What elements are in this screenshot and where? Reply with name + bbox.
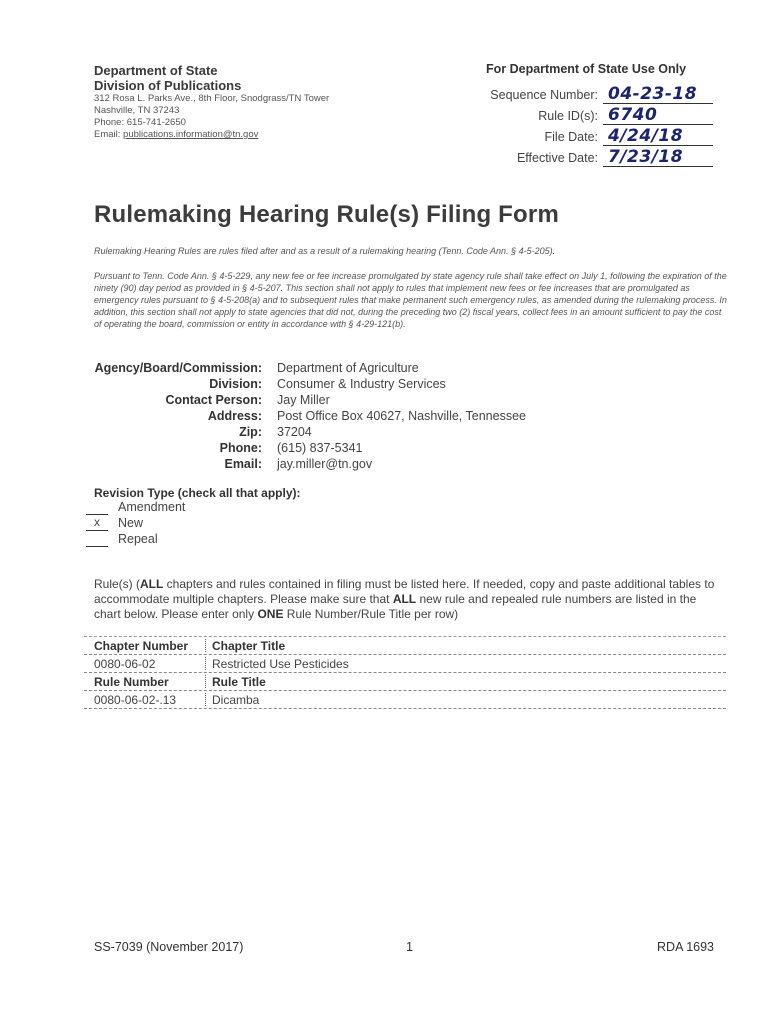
zip-label: Zip: <box>239 425 262 439</box>
publisher-info <box>94 63 394 141</box>
email-row <box>94 457 734 473</box>
page-number: 1 <box>406 940 413 954</box>
contact-person-label: Contact Person: <box>165 393 262 407</box>
publisher-address: 312 Rosa L. Parks Ave., 8th Floor, Snodgrass/TN Tower <box>94 93 330 104</box>
publisher-email-link[interactable]: publications.information@tn.gov <box>123 129 259 140</box>
rulemaking-note: Rulemaking Hearing Rules are rules filed after and as a result of a rulemaking hearing (Tenn. Code Ann. § 4-5-205). <box>94 246 556 256</box>
chapter-number-cell[interactable]: 0080-06-02 <box>94 657 156 671</box>
revision-checkbox-amendment[interactable] <box>86 500 108 515</box>
email-label: Email: <box>224 457 262 471</box>
revision-checkbox-repeal[interactable] <box>86 532 108 547</box>
office-use-title: For Department of State Use Only <box>486 62 687 76</box>
sequence-number-row <box>486 86 726 106</box>
chapter-title-header: Chapter Title <box>212 639 286 653</box>
contact-person-row <box>94 393 734 409</box>
rules-intro-one: ONE <box>257 607 284 621</box>
publisher-email-label: Email: <box>94 129 121 140</box>
column-separator <box>205 675 206 688</box>
address-row <box>94 409 734 425</box>
agency-value: Department of Agriculture <box>277 361 419 375</box>
rule-title-cell[interactable]: Dicamba <box>212 693 260 707</box>
agency-label: Agency/Board/Commission: <box>94 361 262 375</box>
division-name: Division of Publications <box>94 78 242 93</box>
rules-intro-part-3: new rule and repealed rule numbers are listed in the chart below. Please enter only <box>94 592 697 621</box>
department-name: Department of State <box>94 63 218 78</box>
zip-row <box>94 425 734 441</box>
rules-intro-all-2: ALL <box>392 592 417 606</box>
effective-date-value: 7/23/18 <box>608 147 684 167</box>
contact-person-value: Jay Miller <box>277 393 330 407</box>
revision-label-new: New <box>118 516 144 530</box>
publisher-email-line <box>94 129 394 141</box>
rule-id-value: 6740 <box>608 105 658 125</box>
agency-info <box>94 361 734 473</box>
file-date-label: File Date: <box>544 130 598 144</box>
rules-table <box>84 636 726 709</box>
chapter-title-cell[interactable]: Restricted Use Pesticides <box>212 657 349 671</box>
effective-date-row <box>486 149 726 169</box>
publisher-phone: Phone: 615-741-2650 <box>94 117 186 128</box>
phone-value: (615) 837-5341 <box>277 441 363 455</box>
rule-title-header: Rule Title <box>212 675 266 689</box>
revision-option-repeal[interactable] <box>94 532 494 548</box>
column-separator <box>205 693 206 706</box>
rules-intro-part-2: chapters and rules contained in filing must be listed here. If needed, copy and paste additional tables to accommodate multiple chapters. Please make sure that <box>94 577 715 606</box>
rule-id-row <box>486 107 726 127</box>
rda-number: RDA 1693 <box>657 940 714 954</box>
column-separator <box>205 639 206 652</box>
sequence-number-label: Sequence Number: <box>490 88 598 102</box>
table-row <box>84 673 726 691</box>
agency-row <box>94 361 734 377</box>
office-use-box <box>486 62 726 167</box>
rules-instructions <box>94 577 724 622</box>
table-row <box>84 691 726 709</box>
page-footer <box>94 940 714 956</box>
table-row <box>84 655 726 673</box>
division-value: Consumer & Industry Services <box>277 377 446 391</box>
rules-intro-part-4: Rule Number/Rule Title per row) <box>283 607 459 621</box>
effective-date-label: Effective Date: <box>516 151 598 165</box>
phone-label: Phone: <box>219 441 262 455</box>
file-date-row <box>486 128 726 148</box>
phone-row <box>94 441 734 457</box>
rules-intro-part-1: Rule(s) ( <box>94 577 141 591</box>
revision-option-new[interactable] <box>94 516 494 532</box>
division-label: Division: <box>209 377 262 391</box>
email-value: jay.miller@tn.gov <box>277 457 373 471</box>
form-title: Rulemaking Hearing Rule(s) Filing Form <box>94 201 559 228</box>
chapter-number-header: Chapter Number <box>94 639 189 653</box>
rule-number-cell[interactable]: 0080-06-02-.13 <box>94 693 177 707</box>
rules-intro-all-1: ALL <box>140 577 164 591</box>
revision-label-amendment: Amendment <box>118 500 186 514</box>
publisher-city: Nashville, TN 37243 <box>94 105 180 116</box>
rule-number-header: Rule Number <box>94 675 169 689</box>
revision-option-amendment[interactable] <box>94 500 494 516</box>
form-id: SS-7039 (November 2017) <box>94 940 244 954</box>
revision-type-title: Revision Type (check all that apply): <box>94 486 301 500</box>
fee-increase-note: Pursuant to Tenn. Code Ann. § 4-5-229, any new fee or fee increase promulgated by state agency rule shall take effect on July 1, following the expiration of the ninety (90) day period as provided in § 4-5-207. This section shall not apply to rules that implement new fees or fee increases that are promulgated as emergency rules pursuant to § 4-5-208(a) and to subsequent rules that make permanent such emergency rules, as amended during the rulemaking process. In addition, this section shall not apply to state agencies that did not, during the preceding two (2) fiscal years, collect fees in an amount sufficient to pay the cost of operating the board, commission or entity in accordance with § 4-29-121(b). <box>94 271 727 329</box>
column-separator <box>205 657 206 670</box>
revision-type <box>94 486 494 548</box>
table-row <box>84 636 726 655</box>
zip-value: 37204 <box>277 425 312 439</box>
file-date-value: 4/24/18 <box>608 126 684 146</box>
rule-id-label: Rule ID(s): <box>538 109 598 123</box>
revision-label-repeal: Repeal <box>118 532 158 546</box>
revision-checkbox-new[interactable]: x <box>86 516 108 531</box>
address-label: Address: <box>207 409 262 423</box>
division-row <box>94 377 734 393</box>
address-value: Post Office Box 40627, Nashville, Tennessee <box>277 409 526 423</box>
sequence-number-value: 04-23-18 <box>608 84 698 104</box>
